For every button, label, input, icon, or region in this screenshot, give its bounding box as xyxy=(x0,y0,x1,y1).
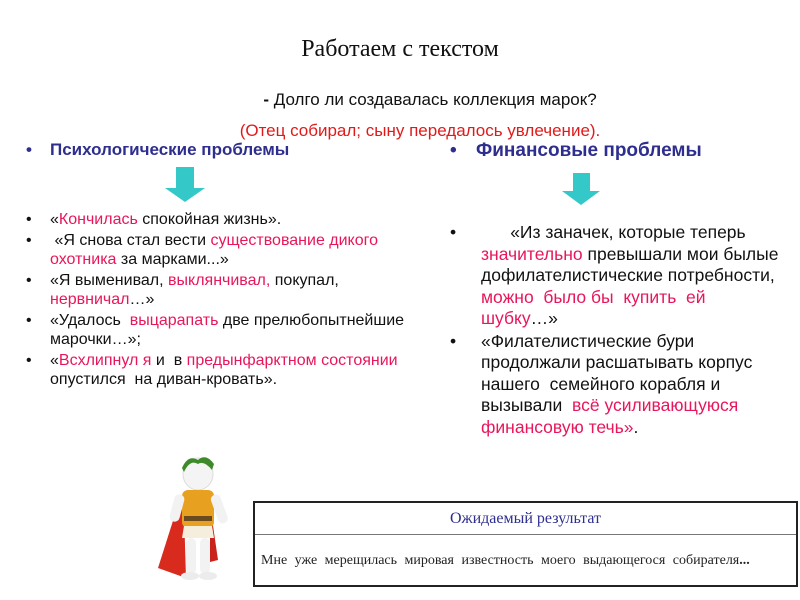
text: две прелюбопытнейшие марочки…»; xyxy=(50,312,413,348)
bullet-icon: • xyxy=(26,211,32,228)
roman-emperor-figure-icon xyxy=(148,450,248,590)
highlighted-text: выклянчивал, xyxy=(168,272,271,289)
right-heading-text: Финансовые проблемы xyxy=(476,140,702,161)
highlighted-text: всё усиливающуюся финансовую течь» xyxy=(481,395,744,437)
list-item xyxy=(22,271,422,309)
left-heading-text: Психологические проблемы xyxy=(50,140,290,159)
highlighted-text: предынфарктном состоянии xyxy=(186,352,398,369)
highlighted-text: выцарапать xyxy=(129,312,219,329)
text: «Филателистические бури продолжали расшатывать корпус нашего семейного корабля и вызывали xyxy=(481,330,758,415)
bullet-icon: • xyxy=(26,140,32,159)
highlighted-text: существование дикого охотника xyxy=(50,232,383,268)
text: и в xyxy=(151,352,187,369)
text: опустился на диван-кровать». xyxy=(50,352,403,388)
left-list xyxy=(22,210,422,391)
bullet-icon: • xyxy=(26,232,32,249)
bullet-icon: • xyxy=(26,352,32,369)
list-item xyxy=(446,222,784,330)
list-item xyxy=(22,311,422,349)
text: …» xyxy=(530,308,558,328)
bullet-icon: • xyxy=(450,222,457,242)
list-item xyxy=(22,351,422,389)
left-column xyxy=(22,140,422,388)
bullet-icon: • xyxy=(450,330,457,351)
bullet-icon: • xyxy=(26,312,32,329)
answer: (Отец собирал; сыну передалось увлечение). xyxy=(239,121,601,140)
highlighted-text: нервничал xyxy=(50,291,130,308)
question-text: Долго ли создавалась коллекция марок? xyxy=(273,90,597,109)
text: превышали мои былые дофилателистические потребности, xyxy=(481,243,784,285)
result-table-header: Ожидаемый результат xyxy=(254,502,797,535)
result-table-body xyxy=(254,535,797,587)
highlighted-text: Кончилась xyxy=(58,211,138,228)
text: «Из заначек, которые теперь xyxy=(481,222,751,242)
right-list xyxy=(446,222,784,439)
list-item xyxy=(22,231,422,269)
highlighted-text: можно было бы купить ей шубку xyxy=(481,286,716,328)
result-text: Мне уже мерещилась мировая известность моего выдающегося собирателя xyxy=(261,552,740,568)
question-dash: - xyxy=(263,90,270,109)
text: покупал, xyxy=(270,272,344,289)
left-heading xyxy=(22,140,422,160)
list-item xyxy=(22,210,422,229)
text: « xyxy=(50,352,59,369)
right-column xyxy=(446,140,784,437)
result-ellipsis: ... xyxy=(739,552,750,568)
text: …» xyxy=(129,291,155,308)
result-table xyxy=(253,501,798,587)
bullet-icon: • xyxy=(450,140,457,161)
text: «Я снова стал вести xyxy=(50,232,211,249)
text: « xyxy=(50,211,59,228)
right-heading xyxy=(446,140,781,162)
slide-title: Работаем с текстом xyxy=(301,36,499,62)
highlighted-text: Всхлипнул я xyxy=(58,352,152,369)
highlighted-text: значительно xyxy=(481,243,583,264)
text: «Удалось xyxy=(50,312,130,329)
list-item xyxy=(446,331,781,439)
text: . xyxy=(633,416,639,437)
text: спокойная жизнь». xyxy=(137,211,282,228)
question xyxy=(0,90,800,110)
bullet-icon: • xyxy=(26,272,32,289)
text: «Я выменивал, xyxy=(50,272,169,289)
text: за марками...» xyxy=(116,251,229,268)
